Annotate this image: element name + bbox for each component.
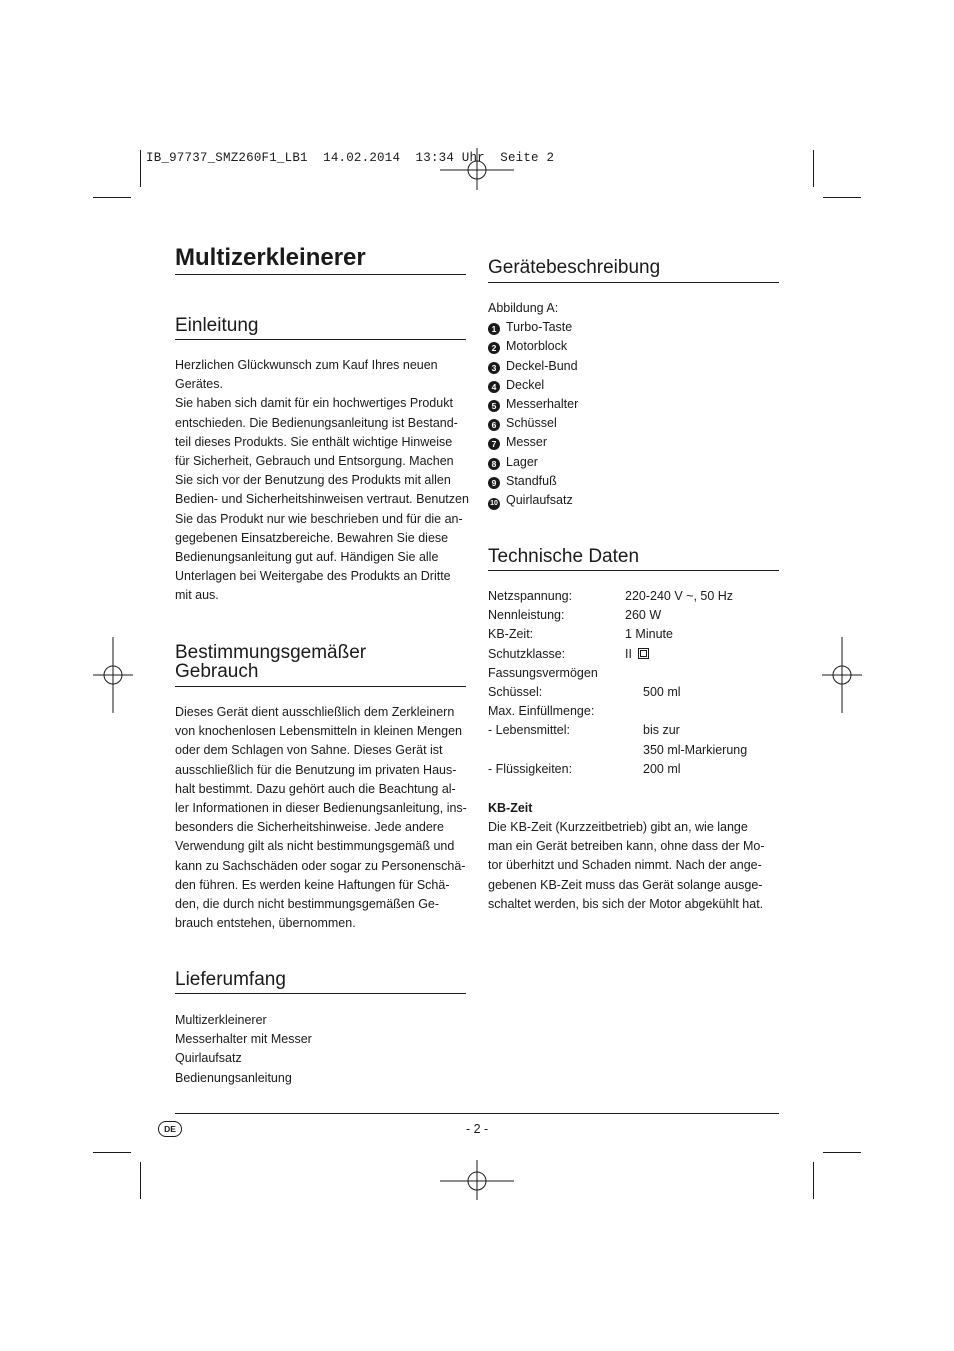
geraet-rule <box>488 282 779 283</box>
spec-row: Max. Einfüllmenge: <box>488 704 595 719</box>
spec-row: 350 ml-Markierung <box>643 742 748 757</box>
einleitung-heading: Einleitung <box>175 315 259 336</box>
bestimmung-heading: Bestimmungsgemäßer Gebrauch <box>175 642 367 682</box>
spec-row: Fassungsvermögen <box>488 665 598 680</box>
protection-class-icon <box>638 648 649 659</box>
number-badge: 8 <box>488 458 500 470</box>
list-item: 6 Schüssel <box>488 414 578 433</box>
kb-zeit-text: Die KB-Zeit (Kurzzeitbetrieb) gibt an, wie lange man ein Gerät betreiben kann, ohne dass der Mo- tor überhitzt und Schaden nimmt. Nach der ange- gebenen KB-Zeit muss das Gerät solange ausge- schaltet werden, bis sich der Motor abgekühlt hat. <box>488 820 765 911</box>
number-badge: 4 <box>488 381 500 393</box>
list-item: 1 Turbo-Taste <box>488 318 578 337</box>
einleitung-text: Herzlichen Glückwunsch zum Kauf Ihres neuen Gerätes. Sie haben sich damit für ein hochwertiges Produkt entschieden. Die Bedienungsanleitung ist Bestand- teil dieses Produkts. Sie enthält wichtige Hinweise für Sicherheit, Gebrauch und Entsorgung. Machen Sie sich vor der Benutzung des Produkts mit allen Bedien- und Sicherheitshinweisen vertraut. Benutzen Sie das Produkt nur wie beschrieben und für die an- gegebenen Einsatzbereiche. Bewahren Sie diese Bedienungsanleitung gut auf. Händigen Sie alle Unterlagen bei Weitergabe des Produkts an Dritte mit aus. <box>175 358 469 603</box>
list-item: 3 Deckel-Bund <box>488 357 578 376</box>
list-item: Bedienungsanleitung <box>175 1070 292 1085</box>
spec-row: Netzspannung: 220-240 V ~, 50 Hz <box>488 589 734 603</box>
language-badge: DE <box>158 1121 182 1137</box>
list-item: 10 Quirlaufsatz <box>488 491 578 510</box>
print-slug: IB_97737_SMZ260F1_LB1 14.02.2014 13:34 Uhr Seite 2 <box>146 151 555 165</box>
lieferumfang-list <box>175 1011 312 1088</box>
number-badge: 7 <box>488 438 500 450</box>
number-badge: 10 <box>488 498 500 510</box>
spec-row: - Lebensmittel: bis zur <box>488 723 680 738</box>
number-badge: 1 <box>488 323 500 335</box>
spec-row: Nennleistung: 260 W <box>488 608 662 623</box>
list-item: 5 Messerhalter <box>488 395 578 414</box>
list-item: 4 Deckel <box>488 376 578 395</box>
number-badge: 5 <box>488 400 500 412</box>
list-item: 2 Motorblock <box>488 337 578 356</box>
title-rule <box>175 274 466 275</box>
technik-heading: Technische Daten <box>488 546 640 567</box>
spec-row: Schutzklasse: II <box>488 645 779 664</box>
spec-row: KB-Zeit: 1 Minute <box>488 627 673 642</box>
spec-table <box>488 587 779 779</box>
lieferumfang-heading: Lieferumfang <box>175 969 286 990</box>
list-item: Messerhalter mit Messer <box>175 1032 312 1047</box>
page-number: - 2 - <box>466 1122 489 1136</box>
bestimmung-text: Dieses Gerät dient ausschließlich dem Zerkleinern von knochenlosen Lebensmitteln in kleinen Mengen oder dem Schlagen von Sahne. Dieses Gerät ist ausschließlich für die Benutzung im privaten Haus- halt bestimmt. Dazu gehört auch die Beachtung al- ler Informationen in dieser Bedienungsanleitung, ins- besonders die Sicherheitshinweise. Jede andere Verwendung gilt als nicht bestimmungsgemäß und kann zu Sachschäden oder sogar zu Personenschä- den führen. Es werden keine Haftungen für Schä- den, die durch nicht bestimmungsgemäßen Ge- brauch entstehen, übernommen. <box>175 705 467 931</box>
figure-caption: Abbildung A: <box>488 301 559 315</box>
list-item: Quirlaufsatz <box>175 1051 242 1066</box>
spec-row: Schüssel: 500 ml <box>488 684 681 699</box>
technik-rule <box>488 570 779 571</box>
number-badge: 3 <box>488 362 500 374</box>
lieferumfang-rule <box>175 993 466 994</box>
spec-row: - Flüssigkeiten: 200 ml <box>488 761 681 776</box>
list-item: 8 Lager <box>488 453 578 472</box>
number-badge: 9 <box>488 477 500 489</box>
geraet-heading: Gerätebeschreibung <box>488 257 661 278</box>
footer-rule <box>175 1113 779 1114</box>
list-item: Multizerkleinerer <box>175 1013 267 1027</box>
number-badge: 6 <box>488 419 500 431</box>
page-title: Multizerkleinerer <box>175 244 366 271</box>
bestimmung-rule <box>175 686 466 687</box>
kb-zeit-heading: KB-Zeit <box>488 801 533 815</box>
number-badge: 2 <box>488 342 500 354</box>
einleitung-rule <box>175 339 466 340</box>
geraet-list <box>488 299 578 510</box>
list-item: 7 Messer <box>488 433 578 452</box>
list-item: 9 Standfuß <box>488 472 578 491</box>
